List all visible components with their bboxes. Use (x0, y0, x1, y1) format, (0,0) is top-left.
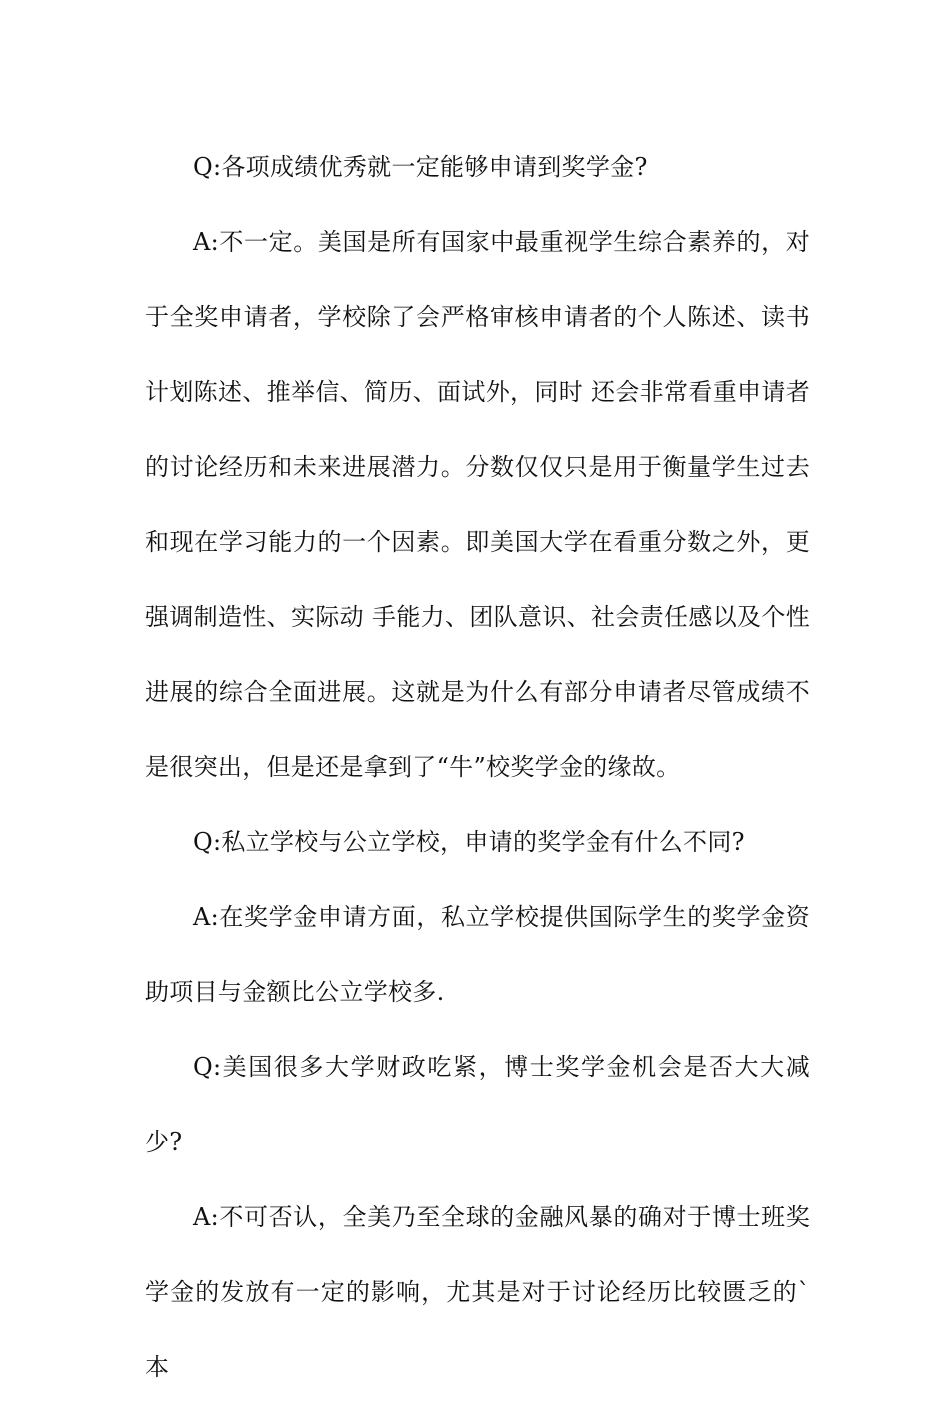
answer-paragraph: A:不可否认，全美乃至全球的金融风暴的确对于博士班奖学金的发放有一定的影响，尤其是对于讨论经历比较匮乏的`本 (145, 1203, 810, 1381)
question-paragraph: Q:美国很多大学财政吃紧，博士奖学金机会是否大大减少? (145, 1053, 810, 1156)
answer-paragraph: A:不一定。美国是所有国家中最重视学生综合素养的，对于全奖申请者，学校除了会严格审核申请者的个人陈述、读书计划陈述、推举信、简历、面试外，同时 还会非常看重申请者的讨论经历和未来进展潜力。分数仅仅只是用于衡量学生过去和现在学习能力的一个因素。即美国大学在看重分数之外，更强调制造性、实际动 手能力、团队意识、社会责任感以及个性进展的综合全面进展。这就是为什么有部分申请者尽管成绩不是很突出，但是还是拿到了“牛”校奖学金的缘故。 (145, 228, 810, 781)
question-paragraph: Q:各项成绩优秀就一定能够申请到奖学金? (193, 153, 648, 181)
question-paragraph: Q:私立学校与公立学校，申请的奖学金有什么不同? (193, 828, 745, 856)
document-body (145, 130, 810, 1405)
answer-paragraph: A:在奖学金申请方面，私立学校提供国际学生的奖学金资助项目与金额比公立学校多. (145, 903, 810, 1006)
